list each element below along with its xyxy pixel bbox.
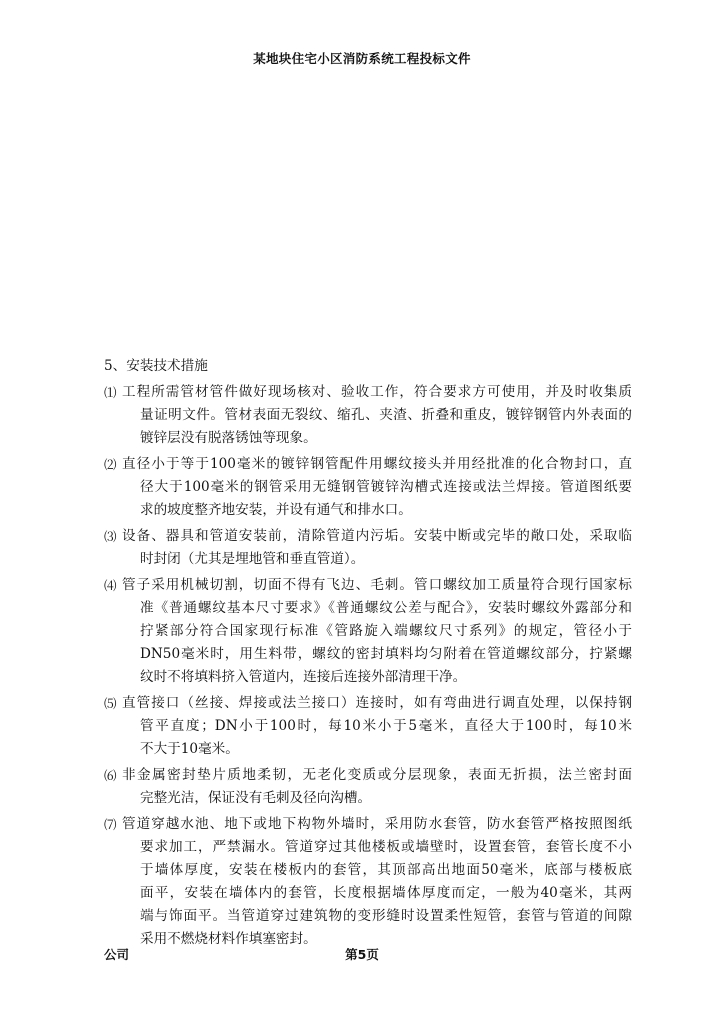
list-item [104, 692, 632, 761]
item-text-line: DN50毫米时，用生料带，螺纹的密封填料均匀附着在管道螺纹部分，拧紧螺 [140, 646, 632, 662]
item-text-line: 要求加工，严禁漏水。管道穿过其他楼板或墙壁时，设置套管，套管长度不小 [140, 839, 632, 855]
item-text-line: 径大于100毫米的钢管采用无缝钢管镀锌沟槽式连接或法兰焊接。管道图纸要 [140, 479, 632, 495]
item-text-line: 管平直度；DN小于100时，每10米小于5毫米，直径大于100时，每10米 [140, 718, 632, 734]
item-number: ⑶ [104, 529, 117, 544]
item-number: ⑸ [104, 696, 117, 711]
item-text-line: 端与饰面平。当管道穿过建筑物的变形缝时设置柔性短管，套管与管道的间隙 [140, 908, 632, 924]
item-text-line: 准《普通螺纹基本尺寸要求》《普通螺纹公差与配合》，安装时螺纹外露部分和 [140, 600, 632, 616]
item-number: ⑵ [104, 457, 117, 472]
item-list [104, 381, 632, 951]
item-text-line: 纹时不将填料挤入管道内，连接后连接外部清理干净。 [140, 669, 467, 685]
item-text-line: 于墙体厚度，安装在楼板内的套管，其顶部高出地面50毫米，底部与楼板底 [140, 862, 632, 878]
list-item [104, 574, 632, 689]
item-text-line: 镀锌层没有脱落锈蚀等现象。 [140, 430, 317, 446]
item-text-line: 拧紧部分符合国家现行标准《管路旋入端螺纹尺寸系列》的规定，管径小于 [140, 623, 632, 639]
item-text-line: 管道穿越水池、地下或地下构物外墙时，采用防水套管，防水套管严格按照图纸 [122, 816, 632, 832]
item-text-line: 采用不燃烧材料作填塞密封。 [140, 931, 317, 947]
item-text-line: 时封闭（尤其是埋地管和垂直管道）。 [140, 551, 365, 567]
list-item [104, 813, 632, 951]
item-text-line: 直管接口（丝接、焊接或法兰接口）连接时，如有弯曲进行调直处理，以保持钢 [122, 695, 632, 711]
item-text-line: 设备、器具和管道安装前，清除管道内污垢。安装中断或完毕的敞口处，采取临 [122, 528, 632, 544]
item-text-line: 面平，安装在墙体内的套管，长度根据墙体厚度而定，一般为40毫米，其两 [140, 885, 632, 901]
section-heading: 5、安装技术措施 [104, 358, 208, 374]
item-text-line: 直径小于等于100毫米的镀锌钢管配件用螺纹接头并用经批准的化合物封口，直 [122, 456, 632, 472]
footer-page-number: 第5页 [345, 947, 379, 962]
item-number: ⑴ [104, 385, 117, 400]
list-item [104, 453, 632, 522]
item-number: ⑺ [104, 817, 117, 832]
list-item [104, 381, 632, 450]
item-text-line: 求的坡度整齐地安装，并设有通气和排水口。 [140, 502, 412, 518]
item-text-line: 完整光洁，保证没有毛刺及径向沟槽。 [140, 790, 372, 806]
list-item [104, 525, 632, 571]
item-text-line: 不大于10毫米。 [140, 741, 239, 757]
item-number: ⑷ [104, 578, 117, 593]
page-header-title: 某地块住宅小区消防系统工程投标文件 [253, 51, 471, 66]
section-body [104, 355, 632, 954]
item-text-line: 量证明文件。管材表面无裂纹、缩孔、夹渣、折叠和重皮，镀锌钢管内外表面的 [140, 407, 632, 423]
item-number: ⑹ [104, 768, 117, 783]
list-item [104, 764, 632, 810]
item-text-line: 非金属密封垫片质地柔韧，无老化变质或分层现象，表面无折损，法兰密封面 [122, 767, 632, 783]
footer-company: 公司 [104, 947, 130, 962]
item-text-line: 工程所需管材管件做好现场核对、验收工作，符合要求方可使用，并及时收集质 [122, 384, 632, 400]
item-text-line: 管子采用机械切割，切面不得有飞边、毛刺。管口螺纹加工质量符合现行国家标 [122, 577, 632, 593]
